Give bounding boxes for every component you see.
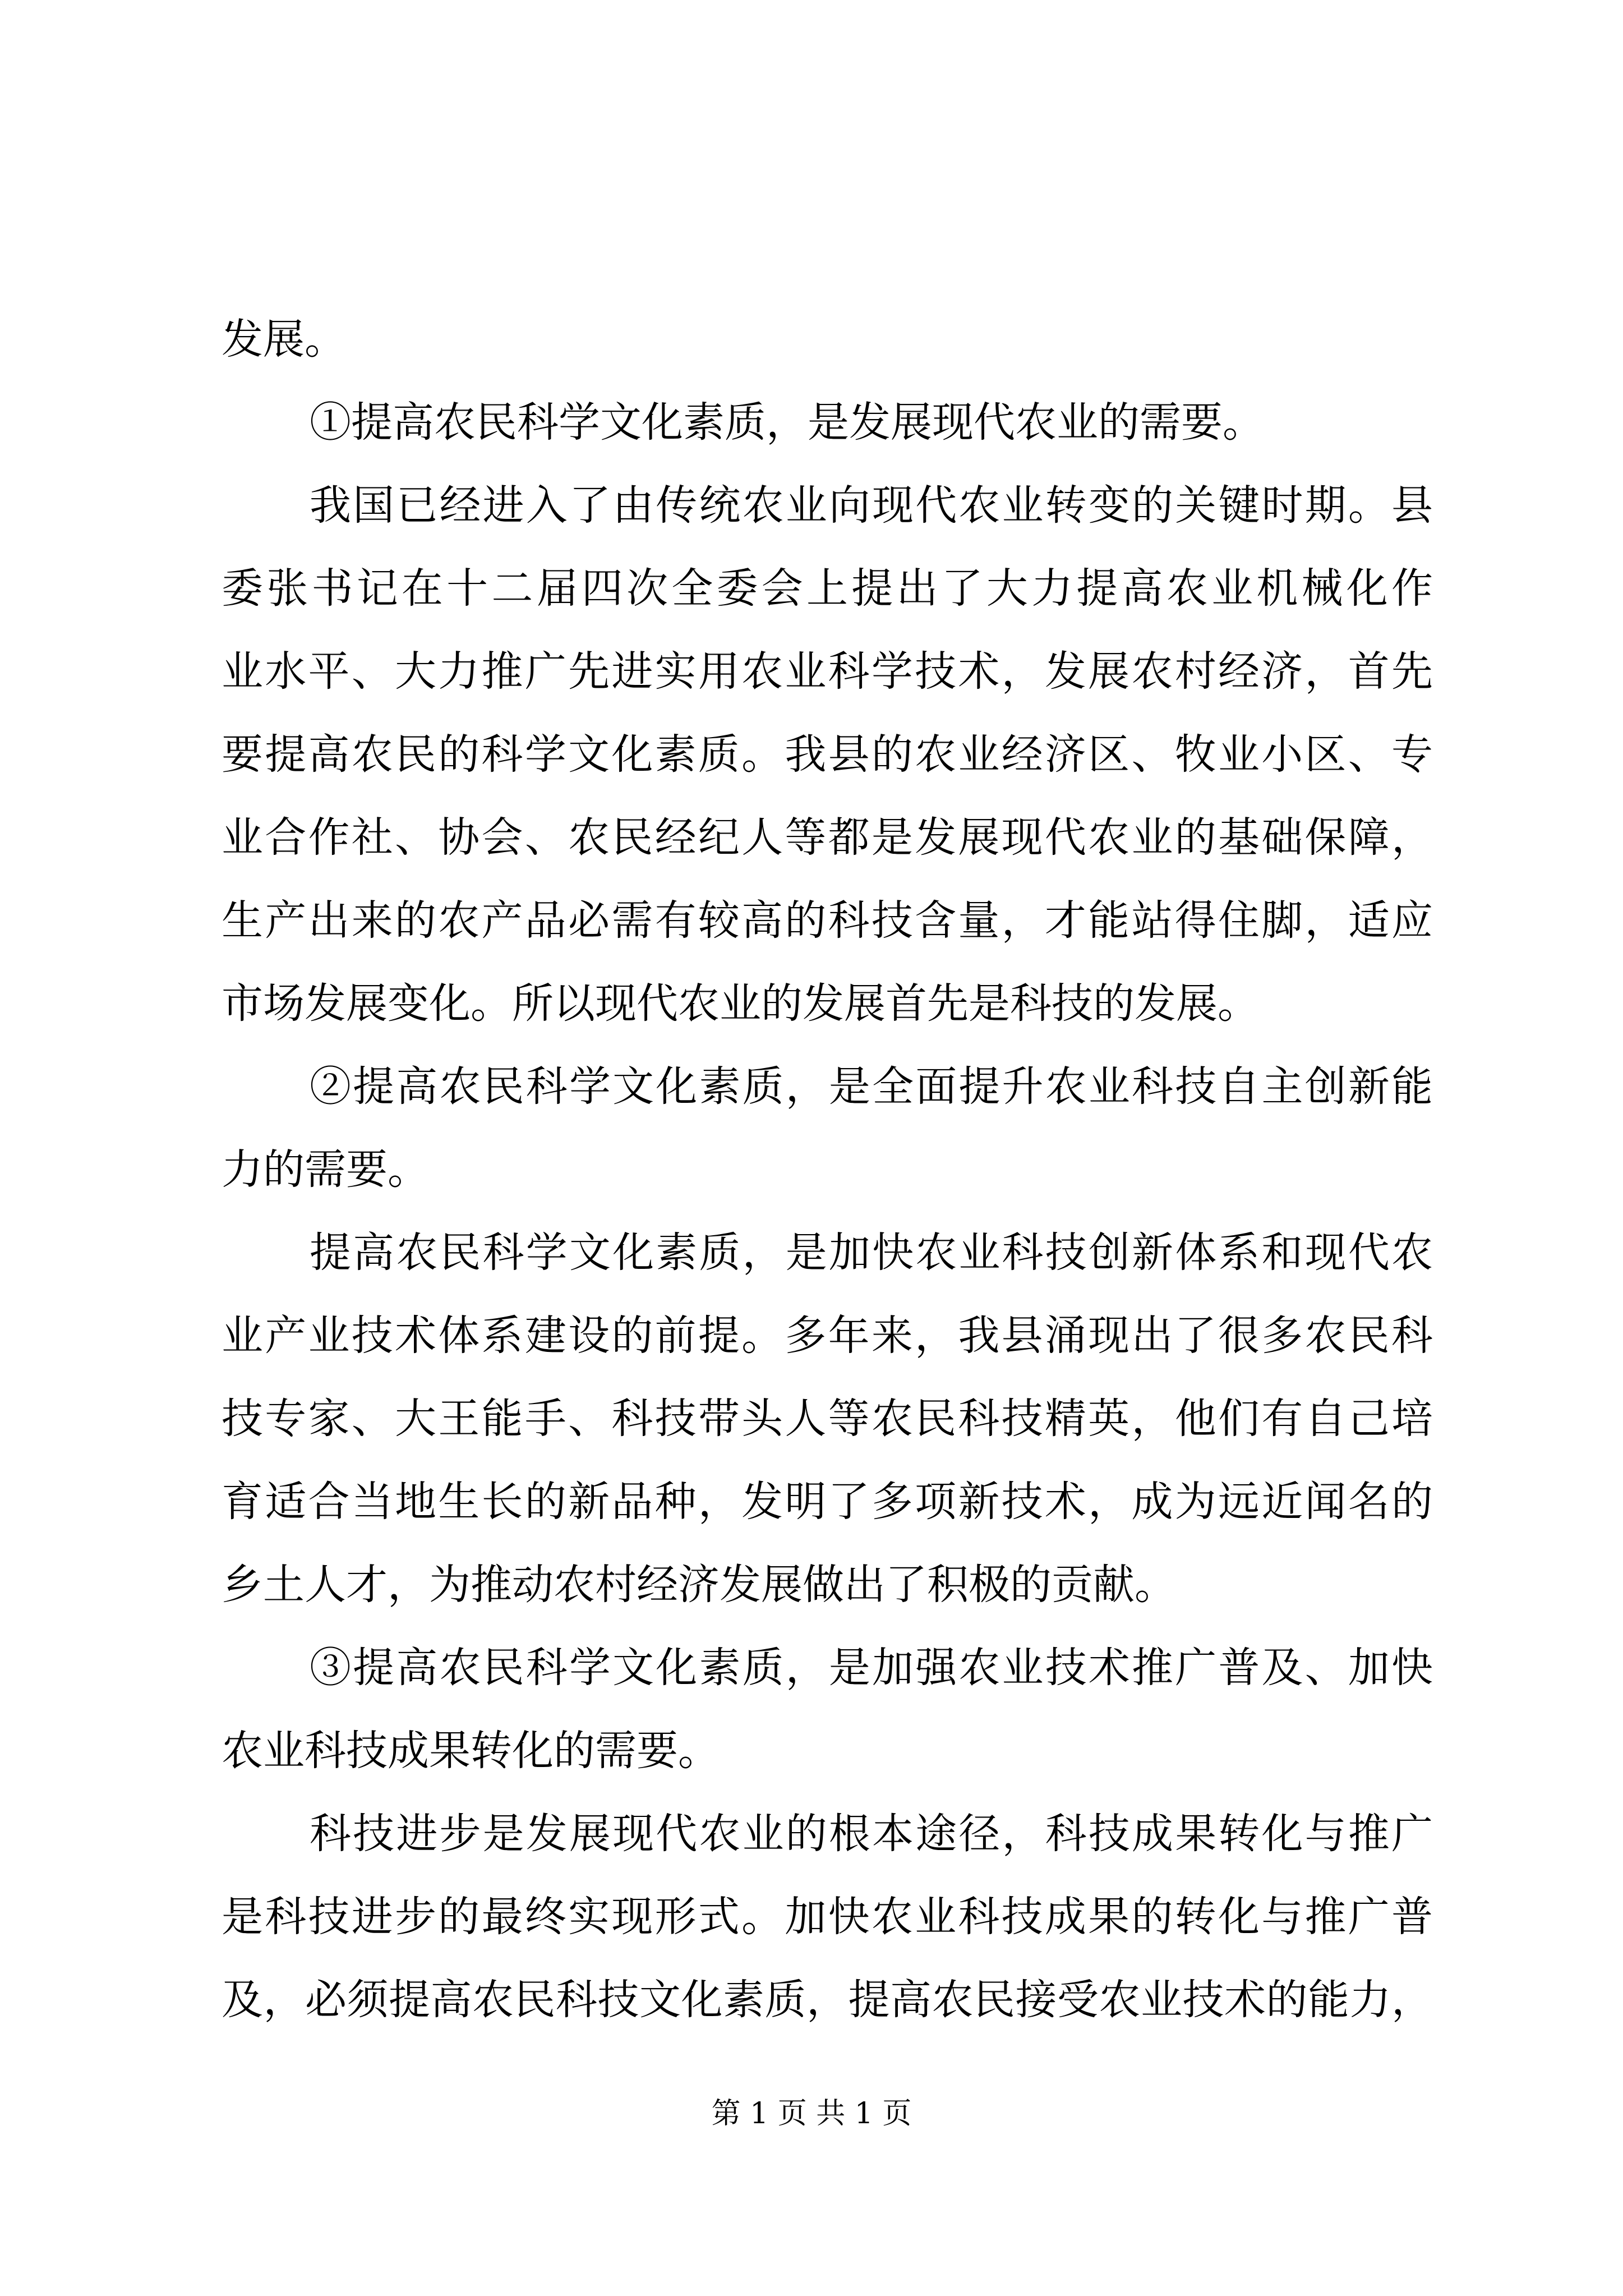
text-line: 及，必须提高农民科技文化素质，提高农民接受农业技术的能力，: [222, 1976, 1433, 2024]
document-body: [222, 298, 1433, 2041]
text-line: 技专家、大王能手、科技带头人等农民科技精英，他们有自己培: [222, 1395, 1433, 1443]
paragraph: [222, 298, 1433, 381]
text-line: 力的需要。: [222, 1145, 429, 1194]
paragraph-heading: [222, 1626, 1433, 1792]
text-line: 提高农民科学文化素质，是加快农业科技创新体系和现代农: [310, 1228, 1433, 1277]
text-line: 生产出来的农产品必需有较高的科技含量，才能站得住脚，适应: [222, 896, 1433, 945]
paragraph: [222, 464, 1433, 1045]
text-line: ①提高农民科学文化素质，是发展现代农业的需要。: [310, 398, 1264, 447]
text-line: 业合作社、协会、农民经纪人等都是发展现代农业的基础保障，: [222, 813, 1433, 862]
text-line: ③提高农民科学文化素质，是加强农业技术推广普及、加快: [310, 1644, 1433, 1692]
text-line: 是科技进步的最终实现形式。加快农业科技成果的转化与推广普: [222, 1893, 1433, 1941]
text-line: 农业科技成果转化的需要。: [222, 1727, 720, 1775]
text-line: 市场发展变化。所以现代农业的发展首先是科技的发展。: [222, 979, 1259, 1028]
page-footer: [0, 2095, 1623, 2132]
paragraph: [222, 1792, 1433, 2041]
text-line: 要提高农民的科学文化素质。我县的农业经济区、牧业小区、专: [222, 730, 1433, 779]
paragraph: [222, 1211, 1433, 1626]
text-line: 我国已经进入了由传统农业向现代农业转变的关键时期。县: [310, 481, 1433, 530]
text-line: 乡土人才，为推动农村经济发展做出了积极的贡献。: [222, 1561, 1176, 1609]
page-number-label: 第 1 页 共 1 页: [711, 2097, 912, 2131]
paragraph-heading: [222, 381, 1433, 464]
paragraph-heading: [222, 1045, 1433, 1211]
text-line: 发展。: [222, 315, 346, 364]
text-line: 育适合当地生长的新品种，发明了多项新技术，成为远近闻名的: [222, 1478, 1433, 1526]
text-line: 科技进步是发展现代农业的根本途径，科技成果转化与推广: [310, 1810, 1433, 1858]
text-line: 委张书记在十二届四次全委会上提出了大力提高农业机械化作: [222, 564, 1433, 613]
text-line: ②提高农民科学文化素质，是全面提升农业科技自主创新能: [310, 1062, 1433, 1111]
text-line: 业产业技术体系建设的前提。多年来，我县涌现出了很多农民科: [222, 1312, 1433, 1360]
text-line: 业水平、大力推广先进实用农业科学技术，发展农村经济，首先: [222, 647, 1433, 696]
